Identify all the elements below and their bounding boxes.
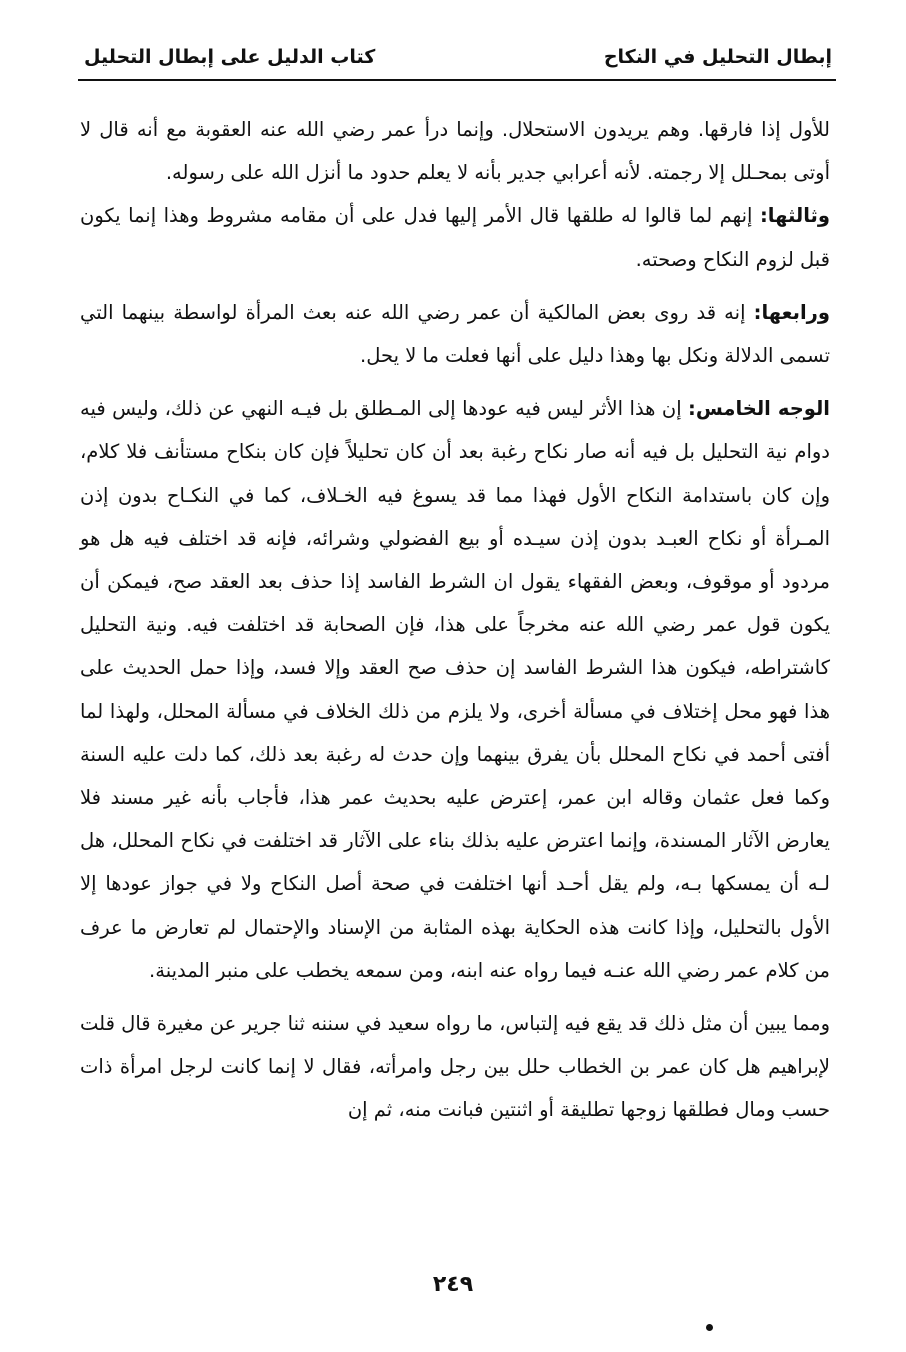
ink-speck [706,1324,713,1331]
paragraph-lead: ورابعها: [753,300,830,324]
book-title: كتاب الدليل على إبطال التحليل [84,46,376,68]
paragraph-text: إنهم لما قالوا له طلقها قال الأمر إليها فدل على أن مقامه مشروط وهذا إنما يكون قبل لزوم النكاح وصحته. [80,204,830,271]
header-rule [78,79,836,81]
paragraph [80,387,830,992]
paragraph-lead: وثالثها: [759,204,830,228]
page-number: ٢٤٩ [432,1272,474,1297]
paragraph [80,291,830,377]
paragraph-text: ومما يبين أن مثل ذلك قد يقع فيه إلتباس، ما رواه سعيد في سننه ثنا جرير عن مغيرة قال قلت لإبراهيم هل كان عمر بن الخطاب حلل بين رجل وامرأته، فقال لا إنما كانت لرجل امرأة ذات حسب ومال فطلقها زوجها تطليقة أو اثنتين فبانت منه، ثم إن [80,1012,830,1122]
paragraph [80,194,830,280]
paragraph [80,108,830,194]
chapter-title: إبطال التحليل في النكاح [603,46,832,68]
paragraph-lead: الوجه الخامس: [688,397,830,421]
paragraph-text: إنه قد روى بعض المالكية أن عمر رضي الله عنه بعث المرأة لواسطة بينهما التي تسمى الدلالة ونكل بها وهذا دليل على أنها فعلت ما لا يحل. [80,300,830,368]
paragraph-text: للأول إذا فارقها. وهم يريدون الاستحلال. وإنما درأ عمر رضي الله عنه العقوبة مع أنه قال لا أوتى بمحـلل إلا رجمته. لأنه أعرابي جدير بأنه لا يعلم حدود ما أنزل الله على رسوله. [80,118,830,185]
body-text [80,108,830,1132]
paragraph-text: إن هذا الأثر ليس فيه عودها إلى المـطلق بل فيـه النهي عن ذلك، وليس فيه دوام نية التحليل بل فيه أنه صار نكاح رغبة بعد أن كان تحليلاً فإن كان بنكاح مستأنف فلا كلام، وإن كان باستدامة النكاح الأول فهذا مما قد يسوغ فيه الخـلاف، كما في النكـاح بدون إذن المـرأة أو نكاح العبـد بدون إذن سيـده أو بيع الفضولي وشرائه، فإنه قد اختلف فيه هل هو مردود أو موقوف، وبعض الفقهاء يقول ان الشرط الفاسد إذا حذف بعد العقد صح، فيمكن أن يكون قول عمر رضي الله عنه مخرجاً على هذا، فإن الصحابة قد اختلفت فيه. ونية التحليل كاشتراطه، فيكون هذا الشرط الفاسد إن حذف صح العقد وإلا فسد، وإذا حمل الحديث على هذا فهو محل إختلاف في مسألة أخرى، ولا يلزم من ذلك الخلاف في مسألة المحلل، ولهذا لما أفتى أحمد في نكاح المحلل بأن يفرق بينهما وإن حدث له رغبة بعد ذلك، كما دلت عليه السنة وكما فعل عثمان وقاله ابن عمر، إعترض عليه بحديث عمر هذا، فأجاب بأنه غير مسند فلا يعارض الآثار المسندة، وإنما اعترض عليه بذلك بناء على الآثار قد اختلفت في نكاح المحلل، هل لـه أن يمسكها بـه، ولم يقل أحـد أنها اختلفت في صحة أصل النكاح ولا في جواز عودها إلا الأول بالتحليل، وإذا كانت هذه الحكاية بهذه المثابة من الإسناد والإحتمال لم تعارض ما عرف من كلام عمر رضي الله عنـه فيما رواه عنه ابنه، ومن سمعه يخطب على منبر المدينة. [80,397,830,982]
running-header [78,42,832,76]
paragraph [80,1002,830,1132]
